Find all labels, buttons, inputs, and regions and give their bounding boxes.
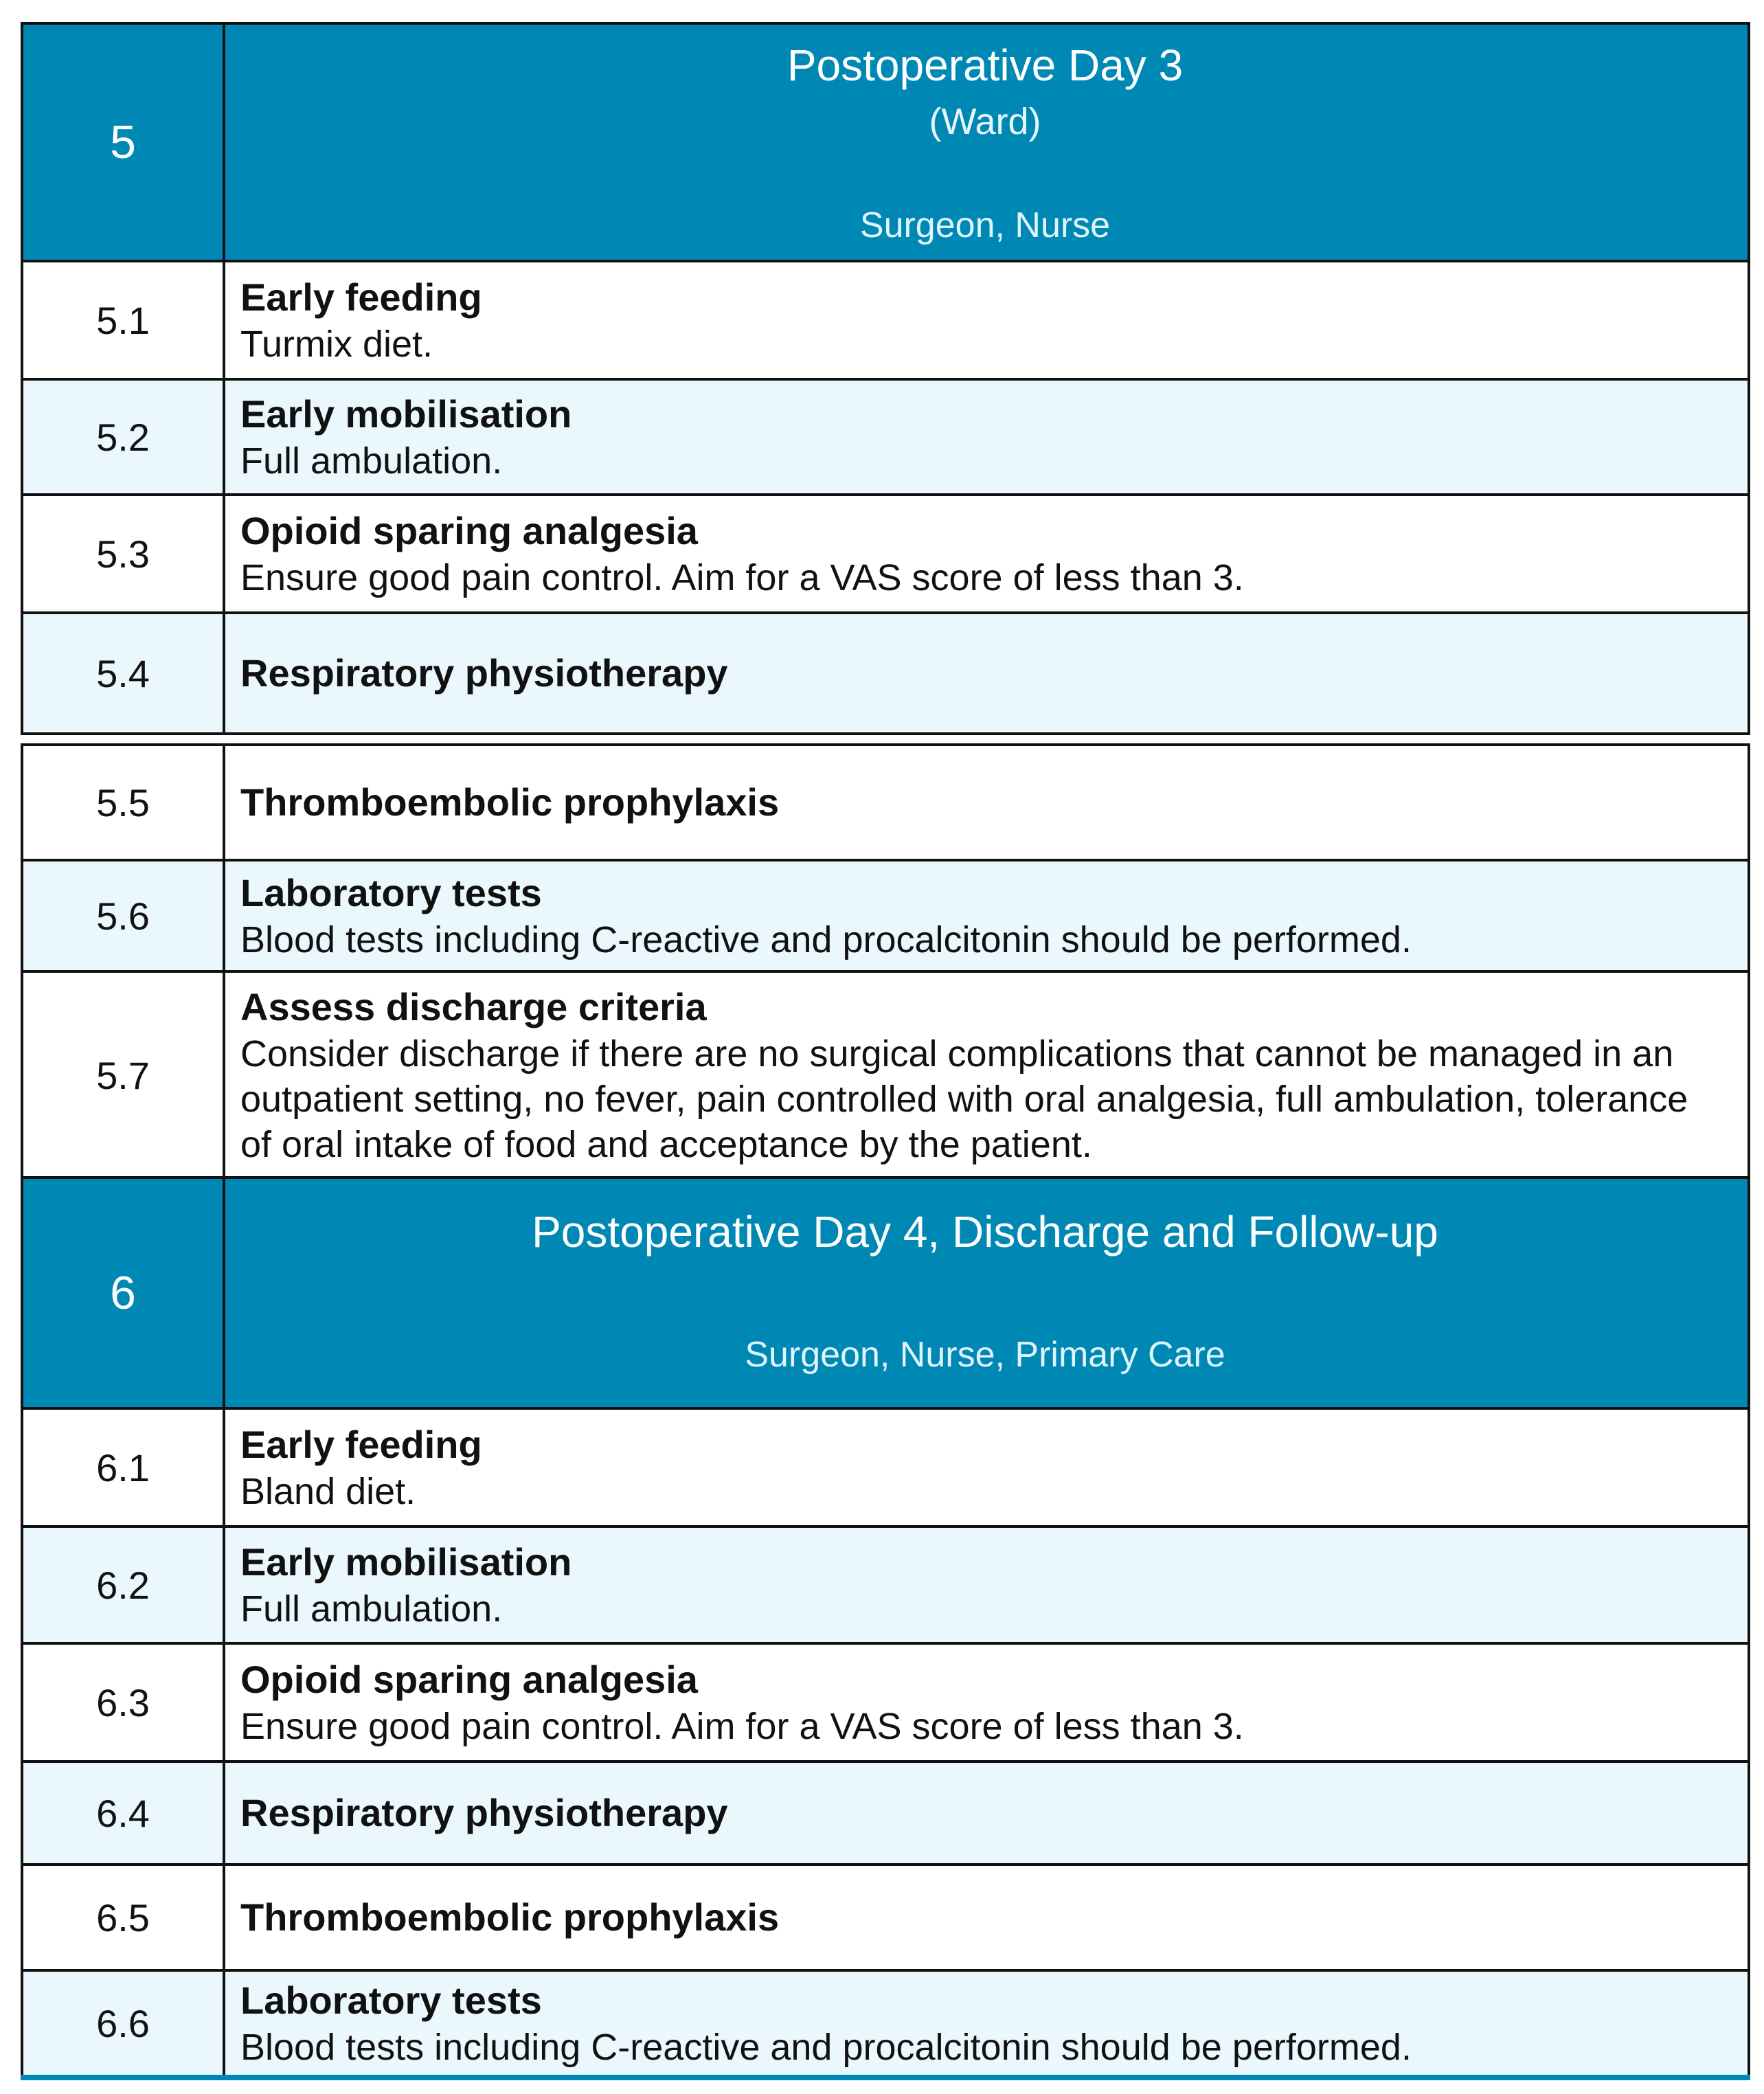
row-content — [240, 262, 1727, 378]
row-number: 5.5 — [23, 746, 225, 859]
table-row — [21, 260, 1750, 378]
section-6-header — [21, 1176, 1750, 1410]
row-description: Ensure good pain control. Aim for a VAS score of less than 3. — [240, 557, 1244, 598]
table-row — [21, 1969, 1750, 2075]
row-title: Laboratory tests — [240, 1979, 542, 2022]
table-row — [21, 378, 1750, 493]
row-number: 5.6 — [23, 862, 225, 970]
row-content — [240, 1972, 1727, 2075]
table-row — [21, 1525, 1750, 1642]
table-bottom-border — [21, 2075, 1750, 2080]
row-content — [240, 1410, 1727, 1525]
row-title: Opioid sparing analgesia — [240, 1658, 698, 1701]
row-title: Early feeding — [240, 1423, 482, 1466]
row-description: Ensure good pain control. Aim for a VAS score of less than 3. — [240, 1706, 1244, 1747]
row-number: 5.7 — [23, 973, 225, 1178]
row-title: Assess discharge criteria — [240, 985, 707, 1028]
row-content — [240, 1528, 1727, 1642]
table-row — [21, 493, 1750, 611]
table-row — [21, 1407, 1750, 1525]
section-title: Postoperative Day 4, Discharge and Follow-up — [532, 1207, 1438, 1257]
section-subtitle: (Ward) — [929, 101, 1041, 142]
section-title: Postoperative Day 3 — [787, 41, 1184, 90]
row-title: Thromboembolic prophylaxis — [240, 1895, 780, 1939]
row-number: 6.4 — [23, 1763, 225, 1863]
table-row — [21, 1642, 1750, 1760]
row-number: 6.1 — [23, 1410, 225, 1525]
section-number: 5 — [23, 25, 225, 260]
row-number: 5.2 — [23, 381, 225, 493]
row-description: Bland diet. — [240, 1471, 416, 1512]
row-content — [240, 746, 1727, 859]
table-row — [21, 611, 1750, 735]
row-number: 6.2 — [23, 1528, 225, 1642]
row-number: 5.3 — [23, 496, 225, 611]
row-number: 5.1 — [23, 262, 225, 378]
row-number: 5.4 — [23, 614, 225, 732]
section-title-cell — [223, 1179, 1748, 1407]
section-5-header — [21, 22, 1750, 262]
row-number: 6.5 — [23, 1866, 225, 1969]
section-roles: Surgeon, Nurse — [859, 205, 1111, 245]
section-number: 6 — [23, 1179, 225, 1407]
row-title: Respiratory physiotherapy — [240, 1791, 728, 1834]
row-content — [240, 1866, 1727, 1969]
row-description: Full ambulation. — [240, 1588, 503, 1630]
row-title: Early feeding — [240, 275, 482, 319]
row-title: Opioid sparing analgesia — [240, 509, 698, 552]
row-description: Consider discharge if there are no surgical complications that cannot be managed in an outpatient setting, no fever, pain controlled with oral analgesia, full ambulation, tolerance of oral intake of food and acceptance by the patient. — [240, 1033, 1688, 1165]
row-content — [240, 614, 1727, 732]
table-row — [21, 743, 1750, 859]
row-number: 6.3 — [23, 1645, 225, 1760]
table-row — [21, 1760, 1750, 1863]
row-content — [240, 973, 1727, 1178]
row-content — [240, 496, 1727, 611]
row-title: Respiratory physiotherapy — [240, 651, 728, 695]
table-row — [21, 859, 1750, 970]
row-content — [240, 381, 1727, 493]
table-row — [21, 1863, 1750, 1969]
protocol-table — [21, 22, 1750, 2080]
row-title: Laboratory tests — [240, 871, 542, 914]
row-title: Thromboembolic prophylaxis — [240, 780, 780, 824]
section-title-cell — [223, 25, 1748, 260]
row-content — [240, 862, 1727, 970]
row-title: Early mobilisation — [240, 392, 572, 436]
row-description: Full ambulation. — [240, 440, 503, 482]
table-row — [21, 970, 1750, 1178]
row-number: 6.6 — [23, 1972, 225, 2075]
section-roles: Surgeon, Nurse, Primary Care — [745, 1335, 1225, 1375]
row-content — [240, 1645, 1727, 1760]
row-description: Blood tests including C-reactive and procalcitonin should be performed. — [240, 2027, 1412, 2068]
row-title: Early mobilisation — [240, 1540, 572, 1584]
row-description: Turmix diet. — [240, 324, 433, 365]
row-description: Blood tests including C-reactive and procalcitonin should be performed. — [240, 919, 1412, 960]
row-content — [240, 1763, 1727, 1863]
